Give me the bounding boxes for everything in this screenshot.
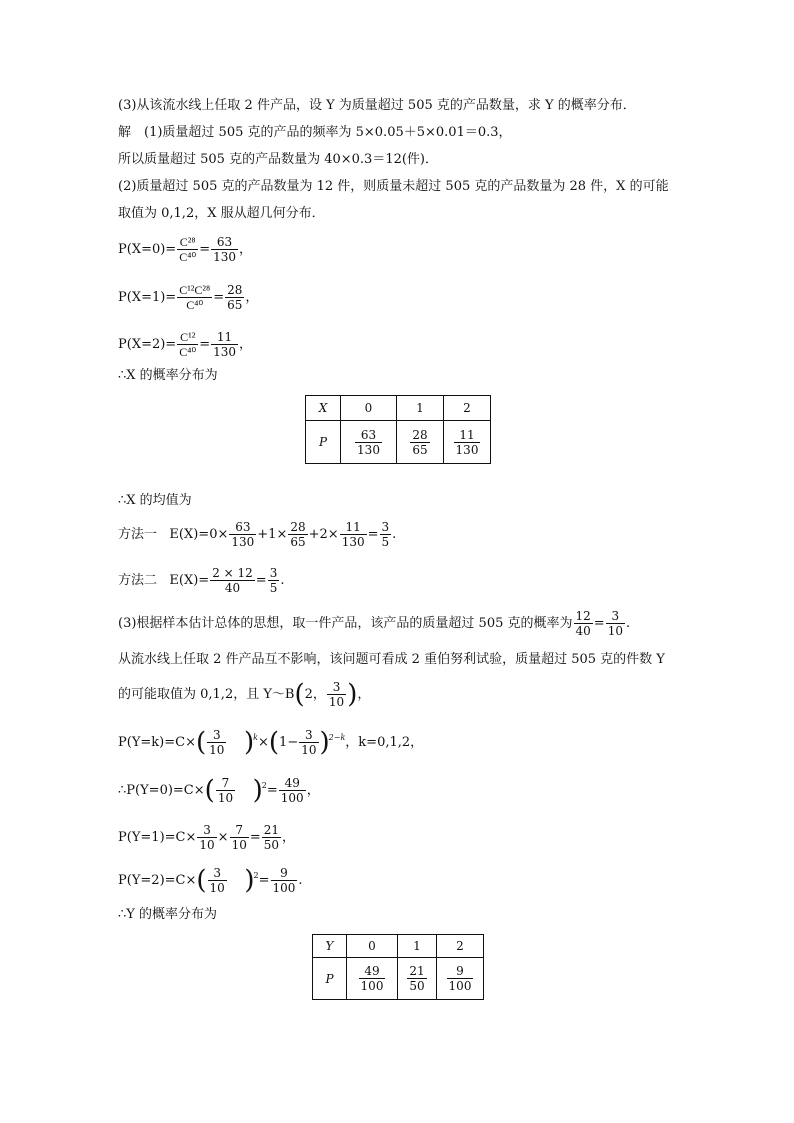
formula-py1: P(Y=1)=C× $\frac{3}{10}$ × $\frac{7}{10}$ = $\frac{21}{50}$ ，	[118, 823, 296, 852]
solution-3-line-2: 从流水线上任取 2 件产品互不影响，该问题可看成 2 重伯努利试验，质量超过 505 克的件数 Y	[118, 652, 665, 667]
solution-3-line-1: (3)根据样本估计总体的思想，取一件产品，该产品的质量超过 505 克的概率为 $\frac{12}{40}$ = $\frac{3}{10}$ .	[118, 609, 631, 638]
solution-2-line-2: 取值为 0,1,2，X 服从超几何分布．	[118, 206, 325, 221]
table-header-x: X	[306, 396, 341, 421]
question-3: (3)从该流水线上任取 2 件产品，设 Y 为质量超过 505 克的产品数量，求 Y 的概率分布．	[118, 98, 636, 113]
table-header-p: P	[306, 421, 341, 464]
solution-2-line-1: (2)质量超过 505 克的产品数量为 12 件，则质量未超过 505 克的产品数量为 28 件，X 的可能	[118, 179, 669, 194]
solution-1: 解 (1)质量超过 505 克的产品的频率为 5×0.05＋5×0.01＝0.3，	[118, 125, 512, 140]
x-distribution-title: ∴X 的概率分布为	[118, 368, 218, 383]
method-2: 方法二 E(X)= $\frac{2 \times 12}{40}$ = $\frac{3}{5}$ .	[118, 566, 285, 595]
y-distribution-title: ∴Y 的概率分布为	[118, 907, 217, 922]
table-cell: $\frac{28}{65}$	[397, 421, 444, 464]
formula-py2: P(Y=2)=C×( $\frac{3}{10}$ )$^2$= $\frac{9}{100}$ .	[118, 865, 303, 896]
table-cell: 1	[398, 935, 437, 958]
y-distribution-table	[312, 934, 484, 1000]
table-cell: $\frac{21}{50}$	[398, 958, 437, 1000]
solution-1-result: 所以质量超过 505 克的产品数量为 40×0.3＝12(件)．	[118, 152, 439, 167]
formula-pyk: P(Y=k)=C×( $\frac{3}{10}$ )$^k$×(1− $\frac{3}{10}$ )$^{2-k}$，k=0,1,2，	[118, 727, 424, 758]
table-header-y: Y	[313, 935, 347, 958]
formula-px1: P(X=1)= $\frac{\text{C¹²C²⁸}}{\text{C⁴⁰}}$ = $\frac{28}{65}$ ，	[118, 283, 259, 312]
table-cell: $\frac{63}{130}$	[341, 421, 397, 464]
table-cell: $\frac{11}{130}$	[444, 421, 491, 464]
formula-px2: P(X=2)= $\frac{\text{C¹²}}{\text{C⁴⁰}}$ = $\frac{11}{130}$ ，	[118, 330, 253, 359]
x-mean-title: ∴X 的均值为	[118, 493, 192, 508]
formula-py0: ∴P(Y=0)=C×( $\frac{7}{10}$ )$^2$= $\frac{49}{100}$ ，	[118, 775, 320, 806]
table-cell: $\frac{9}{100}$	[437, 958, 484, 1000]
table-cell: 0	[347, 935, 398, 958]
table-cell: 1	[397, 396, 444, 421]
solution-3-line-3: 的可能取值为 0,1,2，且 Y～B(2， $\frac{3}{10}$ )，	[118, 679, 371, 710]
x-distribution-table	[305, 395, 491, 464]
table-cell: $\frac{49}{100}$	[347, 958, 398, 1000]
formula-px0: P(X=0)= $\frac{\text{C²⁸}}{\text{C⁴⁰}}$ = $\frac{63}{130}$ ，	[118, 235, 253, 264]
table-cell: 0	[341, 396, 397, 421]
table-cell: 2	[444, 396, 491, 421]
method-1: 方法一 E(X)=0× $\frac{63}{130}$ +1× $\frac{28}{65}$ +2× $\frac{11}{130}$ = $\frac{3}{5}$ .	[118, 520, 397, 549]
table-header-p: P	[313, 958, 347, 1000]
table-cell: 2	[437, 935, 484, 958]
